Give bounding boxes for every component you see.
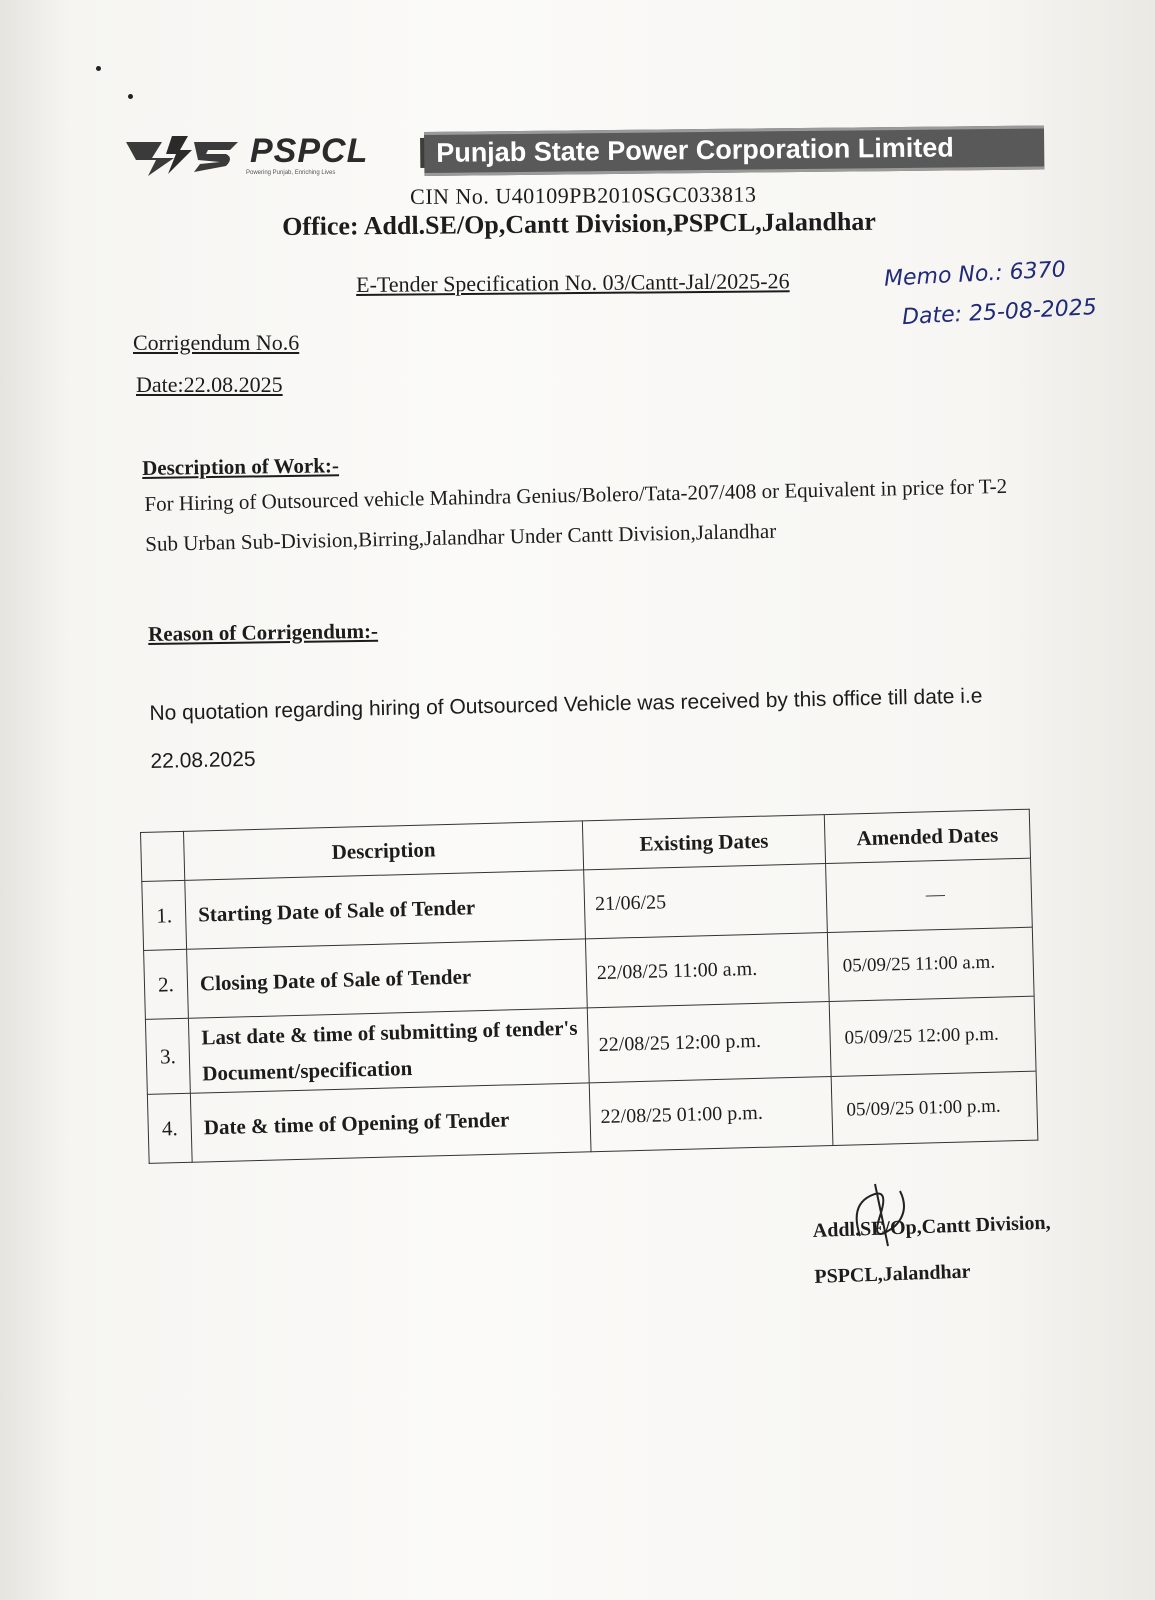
row-number: 2.: [144, 949, 189, 1019]
column-header-description: Description: [183, 821, 583, 880]
row-amended-date: —: [826, 858, 1033, 932]
lightning-bolt-logo-icon: [122, 128, 242, 178]
signature-line-2: PSPCL,Jalandhar: [814, 1260, 971, 1288]
handwritten-memo-date: Date: 25-08-2025: [901, 294, 1098, 331]
logo-tagline: Powering Punjab, Enriching Lives: [246, 170, 336, 176]
scan-speck: [128, 94, 133, 99]
row-description: Closing Date of Sale of Tender: [187, 939, 588, 1018]
column-header-sno: [141, 831, 185, 881]
row-amended-date: 05/09/25 11:00 a.m.: [827, 927, 1034, 1001]
column-header-amended-dates: Amended Dates: [824, 809, 1030, 863]
pspcl-logo: [122, 128, 402, 186]
banner-bar: [424, 125, 1044, 175]
row-number: 1.: [142, 880, 187, 950]
cin-number: CIN No. U40109PB2010SGC033813: [410, 181, 757, 209]
row-number: 3.: [145, 1018, 190, 1094]
row-description: Date & time of Opening of Tender: [190, 1083, 591, 1162]
logo-text: PSPCL: [250, 132, 369, 170]
row-amended-date: 05/09/25 01:00 p.m.: [831, 1071, 1038, 1145]
row-description: Starting Date of Sale of Tender: [185, 870, 586, 949]
description-heading: Description of Work:-: [142, 453, 340, 480]
company-name: Punjab State Power Corporation Limited: [436, 132, 954, 168]
row-existing-date: 21/06/25: [584, 864, 828, 939]
dates-table: [140, 809, 1038, 1164]
description-text: For Hiring of Outsourced vehicle Mahindra Genius/Bolero/Tata-207/408 or Equivalent in price for T-2 Sub Urban Sub-Division,Birring,Jalandhar Under Cantt Division,Jalandhar: [144, 473, 1008, 556]
column-header-existing-dates: Existing Dates: [582, 815, 825, 870]
row-description: Last date & time of submitting of tender's Document/specification: [188, 1008, 589, 1093]
corrigendum-number: Corrigendum No.6: [133, 330, 300, 355]
office-title: Office: Addl.SE/Op,Cantt Division,PSPCL,Jalandhar: [282, 206, 876, 241]
signature-line-1: Addl.SE/Op,Cantt Division,: [812, 1211, 1051, 1242]
corrigendum-date: Date:22.08.2025: [136, 372, 283, 397]
company-banner: [420, 125, 1060, 172]
row-existing-date: 22/08/25 12:00 p.m.: [587, 1002, 831, 1083]
handwritten-memo-number: Memo No.: 6370: [883, 257, 1067, 292]
tender-specification: E-Tender Specification No. 03/Cantt-Jal/2025-26: [356, 268, 790, 297]
reason-heading: Reason of Corrigendum:-: [148, 618, 379, 646]
row-amended-date: 05/09/25 12:00 p.m.: [829, 996, 1036, 1076]
row-existing-date: 22/08/25 11:00 a.m.: [585, 933, 829, 1008]
reason-text: No quotation regarding hiring of Outsourced Vehicle was received by this office till date i.e 22.08.2025: [149, 684, 983, 773]
signature-block: [812, 1200, 1053, 1300]
row-existing-date: 22/08/25 01:00 p.m.: [589, 1076, 833, 1151]
scan-speck: [96, 66, 101, 71]
row-number: 4.: [147, 1093, 192, 1163]
